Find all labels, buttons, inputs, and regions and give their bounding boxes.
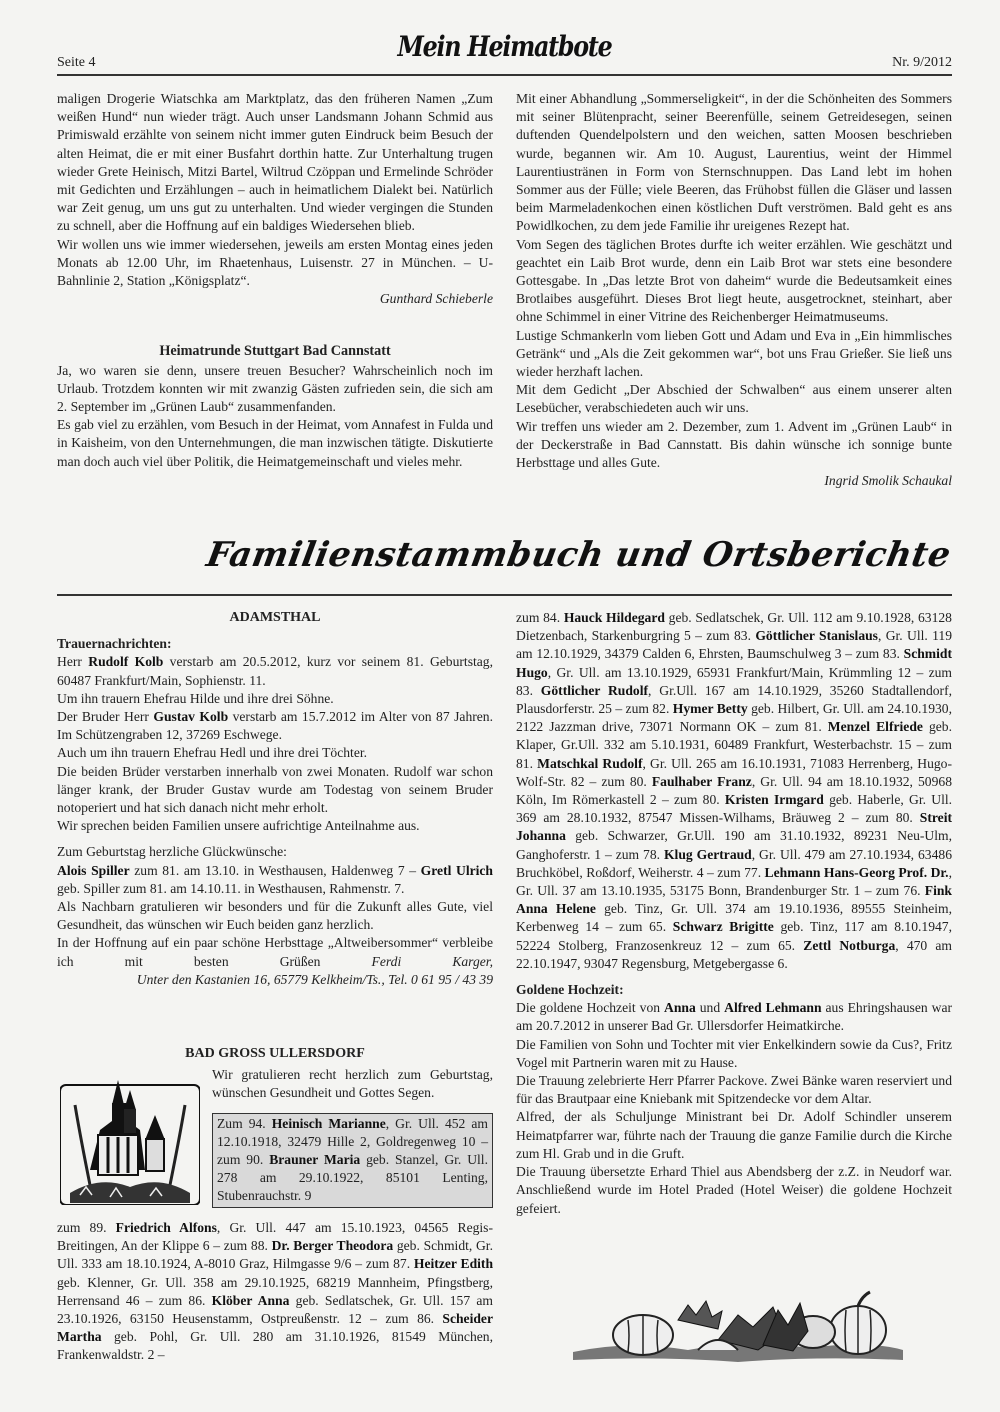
header-divider	[57, 74, 952, 76]
text-run: , Gr.Ull. 167 am 14.10.1929, 35260 Stadtallendorf, Plausdorferstr. 25 – zum 82.	[516, 682, 952, 717]
highlight-box	[212, 1113, 493, 1208]
adamsthal-section	[57, 609, 493, 989]
subheading: Goldene Hochzeit:	[516, 982, 624, 998]
text-run: , Gr. Ull. 265 am 16.10.1931, 71083 Herrenberg, Hugo-Wolf-Str. 82 – zum 80.	[516, 755, 952, 789]
paragraph: Als Nachbarn gratulieren wir besonders und für die Zukunft alles Gute, viel Gesundheit, das wünschen wir Euch beiden ganz herzlich.	[57, 899, 493, 933]
text-run: , 470 am 22.10.1947, 93047 Regensburg, Metgebergasse 6.	[516, 937, 952, 971]
text-run: , Gr. Ull. 94 am 18.10.1932, 50968 Köln, Im Römerkastell 2 – zum 80.	[516, 773, 952, 808]
person-name: Hauck Hildegard	[563, 610, 665, 625]
person-name: Alfred Lehmann	[724, 1000, 822, 1016]
masthead-logo: Mein Heimatbote	[397, 30, 612, 63]
birthday-list-continued	[516, 609, 952, 973]
text-run: geb. Klaper, Gr.Ull. 332 am 5.10.1931, 60489 Frankfurt, Westerbachstr. 15 – zum 81.	[516, 719, 952, 771]
page-number: Seite 4	[57, 55, 96, 70]
text-run: geb. Tinz, Gr. Ull. 374 am 19.10.1936, 89555 Steinheim, Kerbenweg 14 – zum 65.	[516, 901, 952, 935]
person-name: Menzel Elfriede	[827, 719, 923, 735]
text-run: Die goldene Hochzeit von	[516, 1000, 665, 1016]
person-name: Scheider Martha	[57, 1311, 493, 1345]
text-run: Zum 94.	[217, 1115, 272, 1131]
text-run: , Gr. Ull. 447 am 15.10.1923, 04565 Regis-Breitingen, An der Klippe 6 – zum 88.	[57, 1220, 493, 1254]
birthday-list	[57, 1219, 493, 1365]
text-run: und	[695, 1000, 725, 1016]
person-name: Lehmann Hans-Georg Prof. Dr.	[764, 864, 949, 880]
person-name: Hymer Betty	[672, 701, 748, 717]
section-heading: Heimatrunde Stuttgart Bad Cannstatt	[159, 343, 391, 360]
paragraph: Wir sprechen beiden Familien unsere aufrichtige Anteilnahme aus.	[57, 818, 420, 834]
paragraph: Wir wollen uns wie immer wiedersehen, jeweils am ersten Montag eines jeden Monats ab 12.00 Uhr, im Rhaetenhaus, Luisenstr. 27 in München. – U-Bahnlinie 2, Station „Königsplatz“.	[57, 236, 493, 289]
person-name: Anna	[664, 1000, 696, 1016]
birthday-list-continued-section	[516, 609, 952, 1218]
author-signature: Ingrid Smolik Schaukal	[824, 473, 952, 489]
paragraph: Mit dem Gedicht „Der Abschied der Schwalben“ aus einem unserer alten Lesebücher, verabschiedeten auch wir uns.	[516, 382, 952, 416]
person-name: Dr. Berger Theodora	[271, 1238, 394, 1254]
text-run: , Gr. Ull. 452 am 12.10.1918, 32479 Hille 2, Goldregenweg 10 – zum 90.	[217, 1115, 488, 1168]
text-run: , Gr. Ull. am 13.10.1929, 65931 Frankfurt/Main, Krümmling 12 – zum 83.	[516, 664, 952, 698]
author-signature: Gunthard Schieberle	[379, 291, 493, 307]
paragraph: Zum Geburtstag herzliche Glückwünsche:	[57, 844, 287, 860]
greeting-intro: Wir gratulieren recht herzlich zum Geburtstag, wünschen Gesundheit und Gottes Segen.	[212, 1067, 493, 1101]
person-name: Klöber Anna	[211, 1292, 290, 1308]
text-run: zum 89.	[57, 1220, 116, 1235]
text-run: geb. Sedlatschek, Gr. Ull. 112 am 9.10.1928, 63128 Dietzenbach, Starkenburgring 5 – zum 83.	[516, 610, 952, 644]
paragraph: Die Familien von Sohn und Tochter mit vier Enkelkindern sowie da Cus?, Fritz Vogel mit Partnerin waren mit zu Hause.	[516, 1036, 952, 1070]
paragraph: Alfred, der als Schuljunge Ministrant bei Dr. Adolf Schindler unserem Heimatpfarrer war, führte nach der Trauung die ganze Familie durch die Kirche zum Hl. Grab und in die Gruft.	[516, 1109, 952, 1161]
person-name: Streit Johanna	[516, 810, 952, 844]
paragraph: Die Trauung zelebrierte Herr Pfarrer Packove. Zwei Bänke waren reserviert und für das Brautpaar eine Kniebank mit Spitzendecke vor dem Altar.	[516, 1073, 952, 1107]
paragraph	[516, 999, 952, 1035]
text-run: geb. Schwarzer, Gr.Ull. 190 am 31.10.1932, 89231 Neu-Ulm, Ganghoferstr. 1 – zum 78.	[516, 828, 952, 862]
text-run: , Gr. Ull. 37 am 13.10.1935, 53175 Bonn, Brandenburger Str. 1 – zum 76.	[516, 864, 952, 899]
text-run: geb. Haberle, Gr. Ull. 369 am 28.10.1932, 87547 Missen-Wilhams, Bräuweg 2 – zum 80.	[516, 792, 953, 826]
paragraph: In der Hoffnung auf ein paar schöne Herbsttage „Altweibersommer“ verbleibe ich mit besten Grüßen Ferdi Karger,	[57, 935, 493, 969]
person-name: Heinisch Marianne	[271, 1115, 386, 1131]
subheading: Trauernachrichten:	[57, 636, 172, 652]
banner-title: Familienstammbuch und Ortsberichte	[203, 535, 954, 575]
paragraph: Die Trauung übersetzte Erhard Thiel aus Abendsberg der z.Z. in Neudorf war. Anschließend wurde im Hotel Praded (Hotel Weiser) die goldene Hochzeit gefeiert.	[516, 1164, 952, 1216]
paragraph: Der Bruder Herr Gustav Kolb verstarb am 15.7.2012 im Alter von 87 Jahren. Im Schützengraben 12, 37269 Eschwege.	[57, 709, 493, 743]
text-run: geb. Pohl, Gr. Ull. 280 am 31.10.1926, 81549 München, Frankenwaldstr. 2 –	[57, 1329, 493, 1363]
issue-number: Nr. 9/2012	[892, 55, 952, 70]
person-name: Schmidt Hugo	[516, 646, 952, 680]
person-name: Faulhaber Franz	[651, 773, 752, 789]
text-run: , Gr. Ull. 479 am 27.10.1934, 63486 Bruchköbel, Roßdorf, Weiherstr. 4 – zum 77.	[516, 846, 952, 880]
person-name: Matschkal Rudolf	[537, 755, 643, 771]
author-address: Unter den Kastanien 16, 65779 Kelkheim/Ts., Tel. 0 61 95 / 43 39	[136, 971, 493, 987]
paragraph: Wir treffen uns wieder am 2. Dezember, zum 1. Advent im „Grünen Laub“ in der Deckerstraße in Bad Cannstatt. Bis dahin wünsche ich sonnige bunte Herbsttage und alles Gute.	[516, 418, 952, 471]
paragraph: Ja, wo waren sie denn, unsere treuen Besucher? Wahrscheinlich noch im Urlaub. Trotzdem konnten wir mit zwanzig Gästen zufrieden sein, die sich am 2. September im „Grünen Laub“ zusammenfanden.	[57, 362, 493, 415]
person-name: Klug Gertraud	[663, 846, 752, 862]
person-name: Brauner Maria	[269, 1152, 361, 1168]
paragraph: Die beiden Brüder verstarben innerhalb von zwei Monaten. Rudolf war schon länger krank, der Bruder Gustav wurde am Todestag von seinem Bruder notoperiert und hat sich danach nicht mehr erholt.	[57, 763, 493, 816]
paragraph: Alois Spiller zum 81. am 13.10. in Westhausen, Haldenweg 7 – Gretl Ulrich geb. Spiller zum 81. am 14.10.11. in Westhausen, Rahmenstr. 7.	[57, 862, 493, 896]
banner-divider	[57, 594, 952, 596]
text-run: geb. Klenner, Gr. Ull. 358 am 29.10.1925, 68219 Mannheim, Pfingstberg, Herrensand 46 – zum 86.	[57, 1274, 493, 1308]
paragraph: maligen Drogerie Wiatschka am Marktplatz, das den früheren Namen „Zum weißen Hund“ nun wieder trägt. Auch unser Landsmann Johann Schmid aus Primiswald erzählte von seinem nicht immer guten Eindruck beim Besuch der alten Heimat, die er mit einer Busfahrt dorthin hatte. Zur Unterhaltung trugen wieder Grete Heinisch, Mitzi Bartel, Wiltrud Czöppan und Ermelinde Schröder mit Gedichten und Erzählungen – auch in heimatlichem Dialekt bei. Natürlich war Zeit genug, um uns gut zu unterhalten. Und wieder vergingen die Stunden zu schnell, aber die Hoffnung auf ein baldiges Wiedersehen blieb.	[57, 91, 493, 234]
person-name: Zettl Notburga	[803, 937, 896, 953]
place-heading: ADAMSTHAL	[229, 610, 321, 625]
person-name: Schwarz Brigitte	[672, 919, 774, 935]
pumpkin-harvest-icon	[568, 1290, 908, 1370]
person-name: Heitzer Edith	[413, 1256, 494, 1272]
person-name: Friedrich Alfons	[115, 1220, 217, 1235]
paragraph: Vom Segen des täglichen Brotes durfte ich weiter erzählen. Wie geschätzt und geachtet ein Laib Brot wurde, denn ein Laib Brot war stets eine besondere Gottesgabe. In „Das letzte Brot von daheim“ wurde die Bedeutsamkeit eines Brotlaibes ausgeführt. Dieses Brot liegt heute, ausgetrocknet, steinhart, aber ohne Schimmel in einer Vitrine des Reichenberger Heimatmuseums.	[516, 236, 952, 325]
article-munich-continued	[57, 90, 493, 471]
text-run: geb. Tinz, 117 am 8.10.1947, 52224 Stolberg, Franzosenkreuz 12 – zum 65.	[516, 919, 953, 953]
text-run: geb. Hilbert, Gr. Ull. am 24.10.1930, 2122 Jazzman drive, 73071 Normann OK – zum 81.	[516, 701, 952, 735]
text-run: geb. Schmidt, Gr. Ull. 333 am 18.10.1924, A-8010 Graz, Hilmgasse 9/6 – zum 87.	[57, 1238, 493, 1272]
section-banner	[57, 535, 954, 606]
text-run: aus Ehringshausen war am 20.7.2012 in unserer Bad Gr. Ullersdorfer Heimatkirche.	[516, 1000, 953, 1034]
author-signature: Ferdi Karger,	[371, 953, 493, 969]
bad-gross-ullersdorf-section	[57, 1045, 493, 1208]
place-heading: BAD GROSS ULLERSDORF	[185, 1046, 365, 1061]
text-run: geb. Stanzel, Gr. Ull. 278 am 29.10.1922, 85101 Lenting, Stubenrauchstr. 9	[217, 1152, 488, 1204]
person-name: Kristen Irmgard	[724, 792, 824, 808]
text-run: , Gr. Ull. 119 am 12.10.1929, 34379 Calden 6, Ehrsten, Baumschulweg 3 – zum 83.	[516, 628, 952, 662]
paragraph: Mit einer Abhandlung „Sommerseligkeit“, in der die Schönheiten des Sommers mit seiner Blütenpracht, seiner Beerenfülle, seinem Getreidesegen, seinen duftenden Quendelpolstern und den weichen, satten Moosen beschrieben wurde, begannen wir. Am 10. August, Laurentius, weint der Himmel Laurentiustränen in Form von Sternschnuppen. Das Land lebt im hohen Sommer aus der Fülle; viele Beeren, das Frühobst füllen die Gläser und lassen beim Marmeladenkochen einen köstlichen Duft verströmen. Bald geht es ans Powidlkochen, zu dem jede Familie ihr ureigenes Rezept hat.	[516, 91, 952, 234]
paragraph: Lustige Schmankerln vom lieben Gott und Adam und Eva in „Ein himmlisches Getränk“ und „Als die Zeit gekommen war“, bot uns Frau Grießer. Sie ließ uns wieder herzhaft lachen.	[516, 327, 952, 380]
person-name: Fink Anna Helene	[516, 883, 952, 917]
person-name: Göttlicher Stanislaus	[755, 628, 878, 644]
article-stuttgart-continued	[516, 90, 952, 490]
paragraph: Auch um ihn trauern Ehefrau Hedl und ihre drei Töchter.	[57, 745, 368, 761]
paragraph: Um ihn trauern Ehefrau Hilde und ihre drei Söhne.	[57, 690, 334, 706]
text-run: geb. Sedlatschek, Gr. Ull. 157 am 23.10.1926, 63150 Heusenstamm, Ostpreußenstr. 12 – zum 86.	[57, 1292, 493, 1327]
person-name: Göttlicher Rudolf	[540, 682, 649, 698]
text-run: zum 84.	[516, 610, 564, 625]
church-woodcut-icon	[60, 1075, 200, 1205]
paragraph: Herr Rudolf Kolb verstarb am 20.5.2012, kurz vor seinem 81. Geburtstag, 60487 Frankfurt/Main, Sophienstr. 11.	[57, 654, 493, 688]
paragraph: Es gab viel zu erzählen, vom Besuch in der Heimat, vom Annafest in Fulda und in Kaisheim, von den Unternehmungen, die man inzwischen tätigte. Diskutierte man doch auch viel über Politik, die Heimatgemeinschaft und vieles mehr.	[57, 417, 493, 469]
